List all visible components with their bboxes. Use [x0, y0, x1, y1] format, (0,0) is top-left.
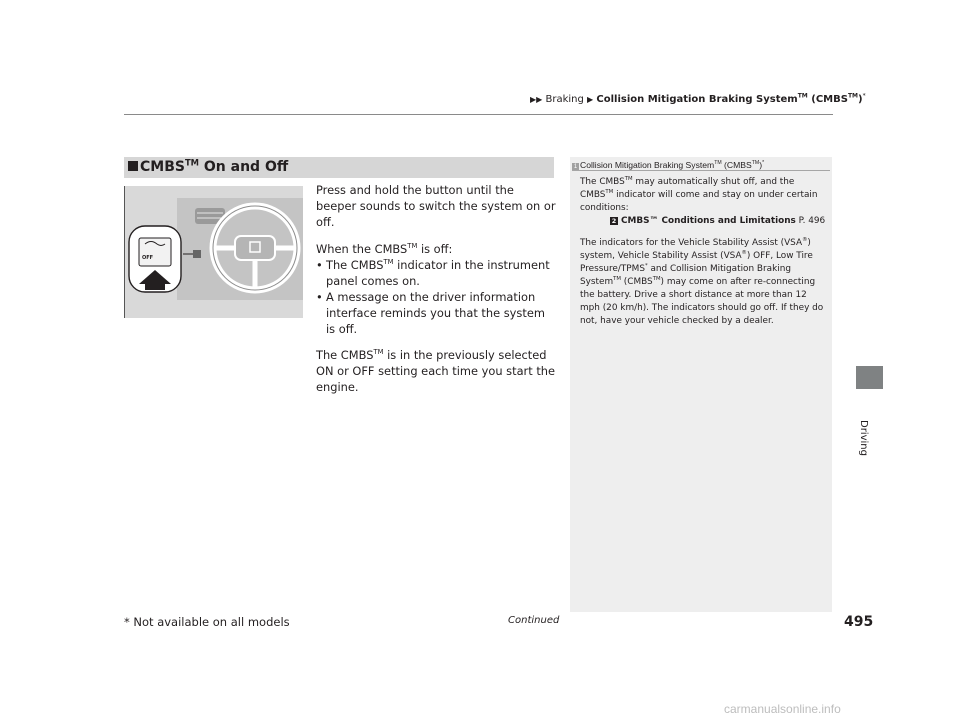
note-body: [580, 176, 826, 337]
chapter-label: Driving: [858, 420, 869, 456]
breadcrumb-item-cmbs[interactable]: Collision Mitigation Braking System™ (CMBS™): [596, 92, 863, 105]
watermark: carmanualsonline.info: [724, 702, 841, 716]
breadcrumb-item-braking[interactable]: Braking: [545, 94, 584, 105]
cross-reference-link[interactable]: 2 CMBS™ Conditions and Limitations P. 496: [611, 216, 826, 226]
list-item: • A message on the driver information interface reminds you that the system is off.: [316, 289, 556, 337]
when-off-heading: When the CMBS™ is off:: [316, 242, 453, 256]
continued-label: Continued: [508, 615, 560, 626]
instruction-paragraph: Press and hold the button until the beeper sounds to switch the system on or off.: [316, 183, 556, 229]
section-title: CMBS™ On and Off: [128, 159, 288, 175]
footnote: * Not available on all models: [124, 615, 290, 629]
setting-paragraph: The CMBS™ is in the previously selected ON or OFF setting each time you start the engine.: [316, 348, 556, 394]
note-divider: [572, 170, 830, 171]
note-paragraph-2: The indicators for the Vehicle Stability Assist (VSA®) system, Vehicle Stability Assist (VSA®) OFF, Low Tire Pressure/TPMS* and Collision Mitigation Braking System™ (CMBS™) may come on after re-connecting the battery. Drive a short distance at more than 12 mph (20 km/h). The indicators should go off. If they do not, have your vehicle checked by a dealer.: [580, 237, 824, 326]
note-paragraph-1: The CMBS™ may automatically shut off, and the CMBS™ indicator will come and stay on under certain conditions: 2 CMBS™ Conditions and Limitations P. 496: [580, 176, 826, 226]
note-number-icon: 1: [573, 164, 578, 170]
list-item: • The CMBS™ indicator in the instrument panel comes on.: [316, 257, 556, 289]
breadcrumb-arrow-icon: ▶▶: [530, 95, 543, 104]
dashboard-illustration: [124, 186, 303, 318]
main-text: [316, 182, 556, 406]
cmbs-off-button-label: OFF: [142, 255, 154, 261]
header-divider: [124, 114, 833, 115]
page-number: 495: [844, 614, 874, 630]
note-heading: 1 Collision Mitigation Braking System™ (CMBS™)*: [573, 160, 765, 170]
breadcrumb: [530, 94, 866, 105]
breadcrumb-asterisk: *: [862, 92, 866, 100]
chapter-tab: [856, 366, 883, 389]
reference-arrow-icon: 2: [611, 217, 617, 225]
when-off-list: [316, 257, 556, 337]
breadcrumb-arrow-icon: ▶: [587, 95, 594, 104]
section-square-icon: [128, 161, 138, 171]
